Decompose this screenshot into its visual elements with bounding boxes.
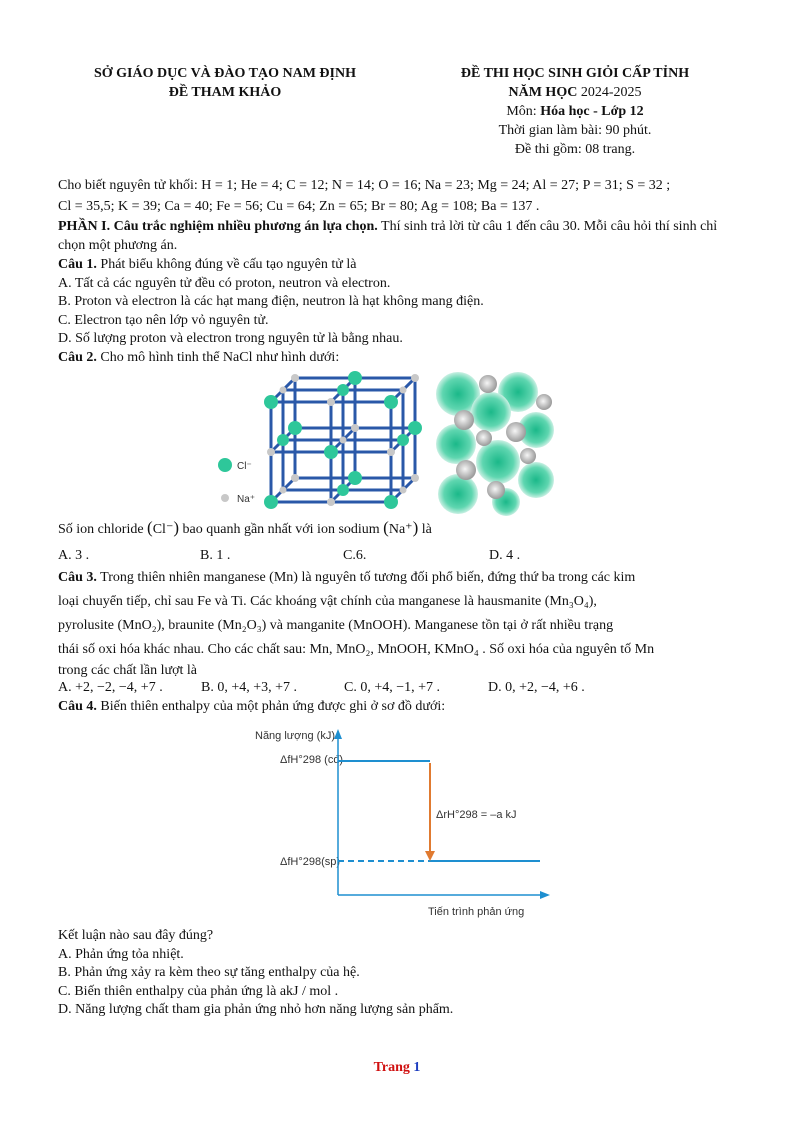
q4-option-d: D. Năng lượng chất tham gia phản ứng nhỏ hơn năng lượng sản phẩm. [58,1002,454,1017]
q4-answers [58,927,738,1020]
q1-option-a: A. Tất cả các nguyên tử đều có proton, neutron và electron. [58,275,391,291]
q2-question: Số ion chloride (Cl⁻) bao quanh gần nhất với ion sodium (Na⁺) là [58,518,432,537]
atomic-mass-block [58,177,738,216]
q4-stem: Biến thiên enthalpy của một phản ứng được ghi ở sơ đồ dưới: [96,699,446,714]
q2-option-d: D. 4 . [489,548,521,563]
page-count: Đề thi gồm: 08 trang. [514,142,636,157]
nacl-space-filling-figure [436,372,556,517]
department-name: SỞ GIÁO DỤC VÀ ĐÀO TẠO NAM ĐỊNH [93,66,356,81]
header-right [420,64,730,159]
q2-options [58,547,738,566]
footer-page-number: 1 [413,1060,421,1075]
q3-line5: trong các chất lần lượt là [58,663,197,678]
part1-block [58,218,738,255]
x-axis-arrow-icon [540,891,550,899]
q2-option-b: B. 1 . [200,548,231,563]
q2-label: Câu 2. [58,349,97,365]
enthalpy-diagram [250,725,550,920]
q3-line1: Trong thiên nhiên manganese (Mn) là nguyên tố tương đối phổ biến, đứng thứ ba trong các kim [96,570,636,585]
q4-option-a: A. Phản ứng tỏa nhiệt. [58,946,184,962]
y-axis-label: Năng lượng (kJ) [255,730,335,742]
q3-option-c: C. 0, +4, −1, +7 . [344,680,441,695]
q1-option-c: C. Electron tạo nên lớp vỏ nguyên tử. [58,312,269,328]
q3-option-a: A. +2, −2, −4, +7 . [58,680,163,695]
q3-line4: thái số oxi hóa khác nhau. Cho các chất sau: Mn, MnO₂, MnOOH, KMnO₄ . Số oxi hóa của nguyên tố Mn [58,642,655,657]
duration: Thời gian làm bài: 90 phút. [498,123,652,138]
q2-option-c: C.6. [343,548,367,563]
q1-label: Câu 1. [58,257,97,272]
page-footer [0,1060,794,1076]
q1-option-d: D. Số lượng proton và electron trong nguyên tử là bằng nhau. [58,331,403,346]
q3-line2: loại chuyển tiếp, chỉ sau Fe và Ti. Các khoáng vật chính của manganese là hausmanite (Mn₃O₄), [58,594,597,609]
header-left [60,64,390,102]
atomic-mass-line1: Cho biết nguyên tử khối: H = 1; He = 4; C = 12; N = 14; O = 16; Na = 23; Mg = 24; Al = 27; P = 31; S = 32 ; [58,178,671,193]
na-legend-label: Na⁺ [237,494,256,505]
subject: Môn: Hóa học - Lớp 12 [506,104,644,119]
q3-option-b: B. 0, +4, +3, +7 . [201,680,298,695]
footer-page-word: Trang [373,1060,410,1075]
cl-legend-label: Cl⁻ [237,461,252,472]
y-axis-arrow-icon [334,729,342,739]
q1-stem: Phát biểu không đúng về cấu tạo nguyên tử là [96,257,357,272]
nacl-lattice-figure [205,368,435,513]
q3-line3: pyrolusite (MnO₂), braunite (Mn₂O₃) và manganite (MnOOH). Manganese tồn tại ở rất nhiều trạng [58,618,614,633]
question-1 [58,256,738,367]
part1-title: PHẦN I. Câu trắc nghiệm nhiều phương án lựa chọn. [58,219,378,234]
q4-label: Câu 4. [58,699,97,714]
part1-desc: Thí sinh trả lời từ câu 1 đến câu 30. Mỗi câu hỏi thí sinh chỉ chọn một phương án. [58,219,718,253]
cl-legend-icon [218,458,232,472]
na-legend-icon [221,494,229,502]
atomic-mass-line2: Cl = 35,5; K = 39; Ca = 40; Fe = 56; Cu = 64; Zn = 65; Br = 80; Ag = 108; Ba = 137 . [58,198,540,214]
question-3 [58,566,738,717]
exam-type: ĐỀ THAM KHẢO [168,85,282,100]
q3-label: Câu 3. [58,570,97,585]
q4-option-b: B. Phản ứng xảy ra kèm theo sự tăng enthalpy của hệ. [58,965,360,980]
school-year: NĂM HỌC 2024-2025 [508,85,642,100]
q4-option-c: C. Biến thiên enthalpy của phản ứng là akJ / mol . [58,983,339,999]
reactant-label: ΔfH°298 (cđ) [280,754,344,766]
q2-option-a: A. 3 . [58,548,90,563]
x-axis-label: Tiến trình phản ứng [428,906,525,918]
q2-stem: Cho mô hình tinh thể NaCl như hình dưới: [96,349,340,365]
q3-option-d: D. 0, +2, −4, +6 . [488,680,585,695]
product-label: ΔfH°298(sp) [280,856,341,868]
delta-h-arrowhead-icon [425,851,435,861]
delta-h-label: ΔrH°298 = –a kJ [436,809,517,821]
q4-question: Kết luận nào sau đây đúng? [58,928,214,943]
q1-option-b: B. Proton và electron là các hạt mang điện, neutron là hạt không mang điện. [58,294,484,309]
exam-title: ĐỀ THI HỌC SINH GIỎI CẤP TỈNH [460,66,690,81]
